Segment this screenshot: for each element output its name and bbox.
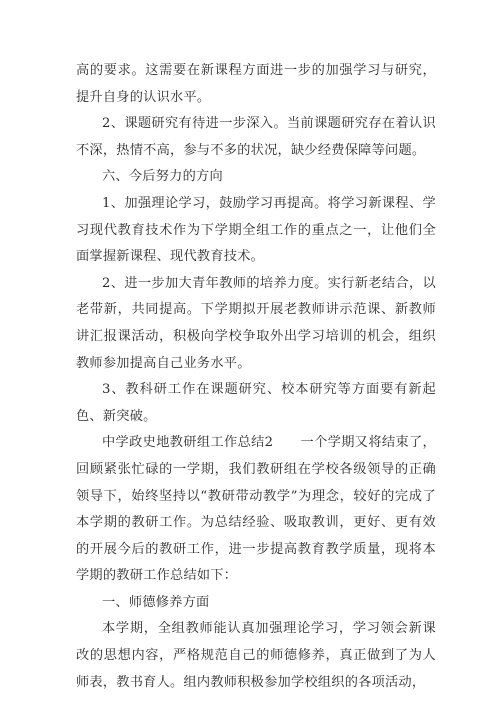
section-heading-ethics: 一、师德修养方面 [102, 594, 210, 610]
paragraph-ethics-body: 本学期，全组教师能认真加强理论学习，学习领会新课改的思想内容，严格规范自己的师德修养，真正做到了为人师表，教书育人。组内教师积极参加学校组织的各项活动， [76, 621, 436, 690]
paragraph-summary-intro: 中学政史地教研组工作总结2 一个学期又将结束了，回顾紧张忙碌的一学期，我们教研组在学校各级领导的正确领导下，始终坚持以“教研带动教学”为理念，较好的完成了本学期的教研工作。为总结经验、吸取教训，更好、更有效的开展今后的教研工作，进一步提高教育教学质量，现将本学期的教研工作总结如下： [76, 435, 436, 584]
paragraph-young-teachers: 2、进一步加大青年教师的培养力度。实行新老结合，以老带新，共同提高。下学期拟开展老教师讲示范课、新教师讲汇报课活动，积极向学校争取外出学习培训的机会，组织教师参加提高自己业务水平。 [76, 275, 436, 371]
paragraph-research-breakthrough: 3、教科研工作在课题研究、校本研究等方面要有新起色、新突破。 [76, 382, 436, 424]
paragraph-continuation: 高的要求。这需要在新课程方面进一步的加强学习与研究，提升自身的认识水平。 [76, 63, 436, 105]
paragraph-research-issue: 2、课题研究有待进一步深入。当前课题研究存在着认识不深，热情不高，参与不多的状况，缺少经费保障等问题。 [76, 116, 436, 158]
document-body [76, 58, 436, 696]
paragraph-theory-study: 1、加强理论学习，鼓励学习再提高。将学习新课程、学习现代教育技术作为下学期全组工作的重点之一，让他们全面掌握新课程、现代教育技术。 [76, 195, 436, 265]
section-heading-future-direction: 六、今后努力的方向 [102, 169, 223, 185]
